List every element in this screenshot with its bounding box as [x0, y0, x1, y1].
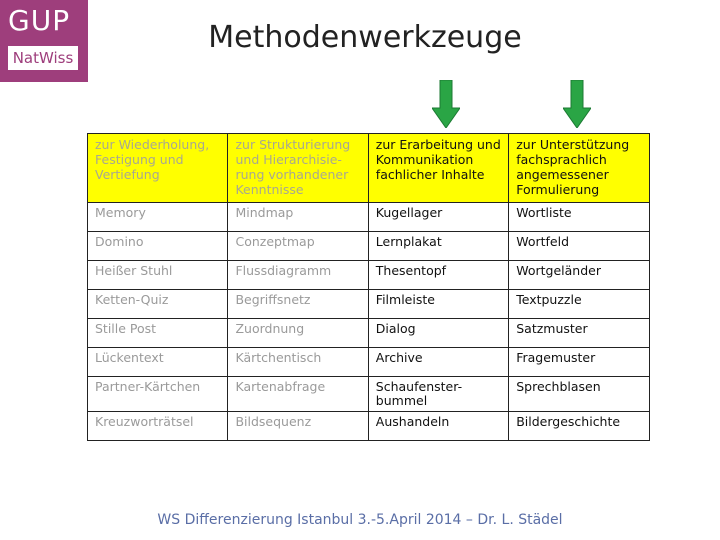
footer-text: WS Differenzierung Istanbul 3.-5.April 2014 – Dr. L. Städel — [157, 512, 563, 528]
table-cell: Kärtchentisch — [228, 348, 368, 377]
table-cell: Dialog — [368, 319, 508, 348]
table-cell: Stille Post — [88, 319, 228, 348]
table-cell: Lückentext — [88, 348, 228, 377]
table-cell: Heißer Stuhl — [88, 261, 228, 290]
table-cell: Kugellager — [368, 203, 508, 232]
table-row — [88, 348, 650, 377]
down-arrow-icon — [563, 80, 591, 128]
table-row — [88, 290, 650, 319]
table-cell: Sprechblasen — [509, 377, 650, 412]
table-row — [88, 203, 650, 232]
header-cell: zur Strukturierung und Hierarchisie-rung vorhandener Kenntnisse — [228, 134, 368, 203]
table-cell: Zuordnung — [228, 319, 368, 348]
logo-text-natwiss: NatWiss — [8, 46, 78, 70]
table-cell: Bildergeschichte — [509, 412, 650, 441]
table-cell: Mindmap — [228, 203, 368, 232]
table-cell: Partner-Kärtchen — [88, 377, 228, 412]
table-cell: Satzmuster — [509, 319, 650, 348]
table-row — [88, 377, 650, 412]
table-cell: Kartenabfrage — [228, 377, 368, 412]
table-cell: Wortfeld — [509, 232, 650, 261]
table-cell: Archive — [368, 348, 508, 377]
table-row — [88, 261, 650, 290]
table-cell: Wortliste — [509, 203, 650, 232]
table-cell: Thesentopf — [368, 261, 508, 290]
table-cell: Bildsequenz — [228, 412, 368, 441]
gup-logo — [0, 0, 88, 82]
page-title: Methodenwerkzeuge — [208, 20, 522, 55]
table-cell: Memory — [88, 203, 228, 232]
table-cell: Aushandeln — [368, 412, 508, 441]
table-cell: Kreuzworträtsel — [88, 412, 228, 441]
header-cell: zur Unterstützung fachsprachlich angemessener Formulierung — [509, 134, 650, 203]
table-cell: Filmleiste — [368, 290, 508, 319]
table-cell: Textpuzzle — [509, 290, 650, 319]
table-cell: Domino — [88, 232, 228, 261]
logo-text-gup: GUP — [8, 4, 71, 37]
table-row — [88, 232, 650, 261]
table-cell: Flussdiagramm — [228, 261, 368, 290]
table-cell: Ketten-Quiz — [88, 290, 228, 319]
table-cell: Fragemuster — [509, 348, 650, 377]
down-arrow-icon — [432, 80, 460, 128]
header-cell: zur Wiederholung, Festigung und Vertiefung — [88, 134, 228, 203]
table-cell: Begriffsnetz — [228, 290, 368, 319]
table-cell: Lernplakat — [368, 232, 508, 261]
methods-table — [87, 133, 650, 441]
table-row — [88, 412, 650, 441]
table-cell: Schaufenster-bummel — [368, 377, 508, 412]
table-row — [88, 319, 650, 348]
table-cell: Wortgeländer — [509, 261, 650, 290]
table-cell: Conzeptmap — [228, 232, 368, 261]
table-header-row — [88, 134, 650, 203]
header-cell: zur Erarbeitung und Kommunikation fachlicher Inhalte — [368, 134, 508, 203]
